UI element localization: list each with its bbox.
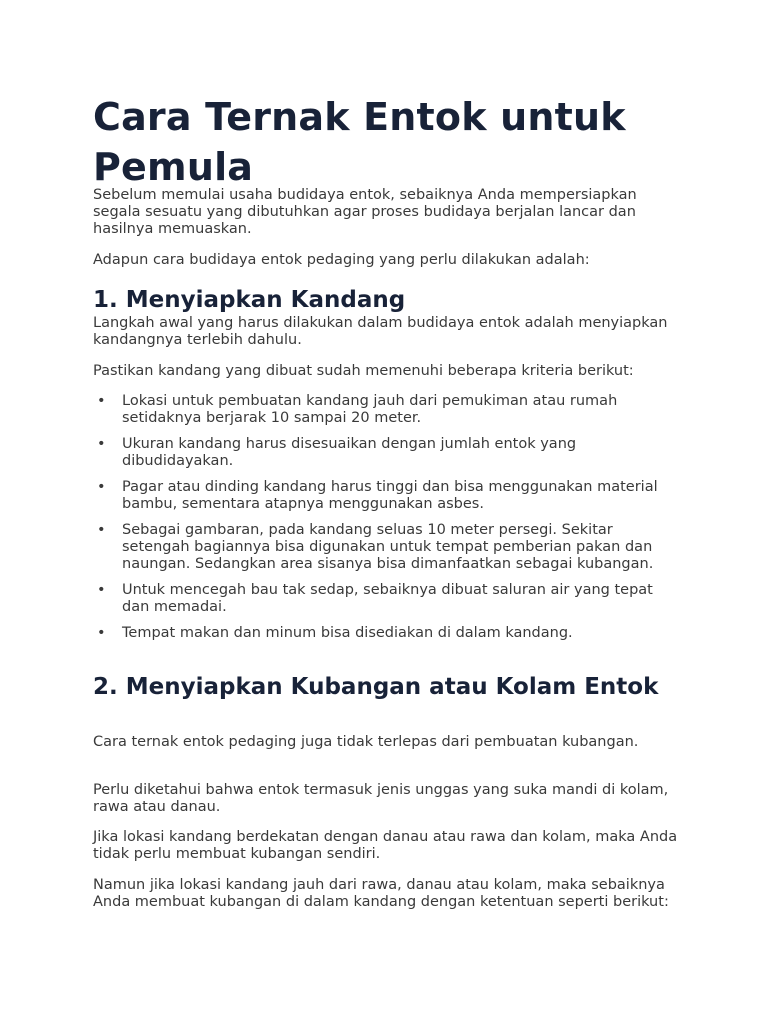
list-item: • Tempat makan dan minum bisa disediakan di dalam kandang. (93, 625, 683, 642)
section-1-heading: 1. Menyiapkan Kandang (93, 287, 406, 313)
section-2-heading: 2. Menyiapkan Kubangan atau Kolam Entok (93, 674, 659, 700)
list-item: • Sebagai gambaran, pada kandang seluas 10 meter persegi. Sekitar setengah bagiannya bisa digunakan untuk tempat pemberian pakan dan naungan. Sedangkan area sisanya bisa dimanfaatkan sebagai kubangan. (93, 522, 683, 573)
list-item: • Pagar atau dinding kandang harus tinggi dan bisa menggunakan material bambu, sementara atapnya menggunakan asbes. (93, 479, 683, 513)
section-2-paragraph-2: Perlu diketahui bahwa entok termasuk jenis unggas yang suka mandi di kolam, rawa atau danau. (93, 782, 669, 815)
page-title: Cara Ternak Entok untuk Pemula (93, 95, 626, 189)
section-2-paragraph-4: Namun jika lokasi kandang jauh dari rawa, danau atau kolam, maka sebaiknya Anda membuat kubangan di dalam kandang dengan ketentuan seperti berikut: (93, 877, 669, 910)
intro-paragraph-2: Adapun cara budidaya entok pedaging yang perlu dilakukan adalah: (93, 252, 590, 268)
section-1-paragraph-2: Pastikan kandang yang dibuat sudah memenuhi beberapa kriteria berikut: (93, 363, 634, 379)
kandang-criteria-list (93, 393, 683, 642)
section-2-paragraph-3: Jika lokasi kandang berdekatan dengan danau atau rawa dan kolam, maka Anda tidak perlu membuat kubangan sendiri. (93, 829, 678, 862)
section-2-paragraph-1: Cara ternak entok pedaging juga tidak terlepas dari pembuatan kubangan. (93, 734, 639, 750)
list-item: • Untuk mencegah bau tak sedap, sebaiknya dibuat saluran air yang tepat dan memadai. (93, 582, 683, 616)
intro-paragraph-1: Sebelum memulai usaha budidaya entok, sebaiknya Anda mempersiapkan segala sesuatu yang dibutuhkan agar proses budidaya berjalan lancar dan hasilnya memuaskan. (93, 187, 637, 237)
list-item: • Lokasi untuk pembuatan kandang jauh dari pemukiman atau rumah setidaknya berjarak 10 sampai 20 meter. (93, 393, 683, 427)
section-1-paragraph-1: Langkah awal yang harus dilakukan dalam budidaya entok adalah menyiapkan kandangnya terlebih dahulu. (93, 315, 668, 348)
list-item: • Ukuran kandang harus disesuaikan dengan jumlah entok yang dibudidayakan. (93, 436, 683, 470)
